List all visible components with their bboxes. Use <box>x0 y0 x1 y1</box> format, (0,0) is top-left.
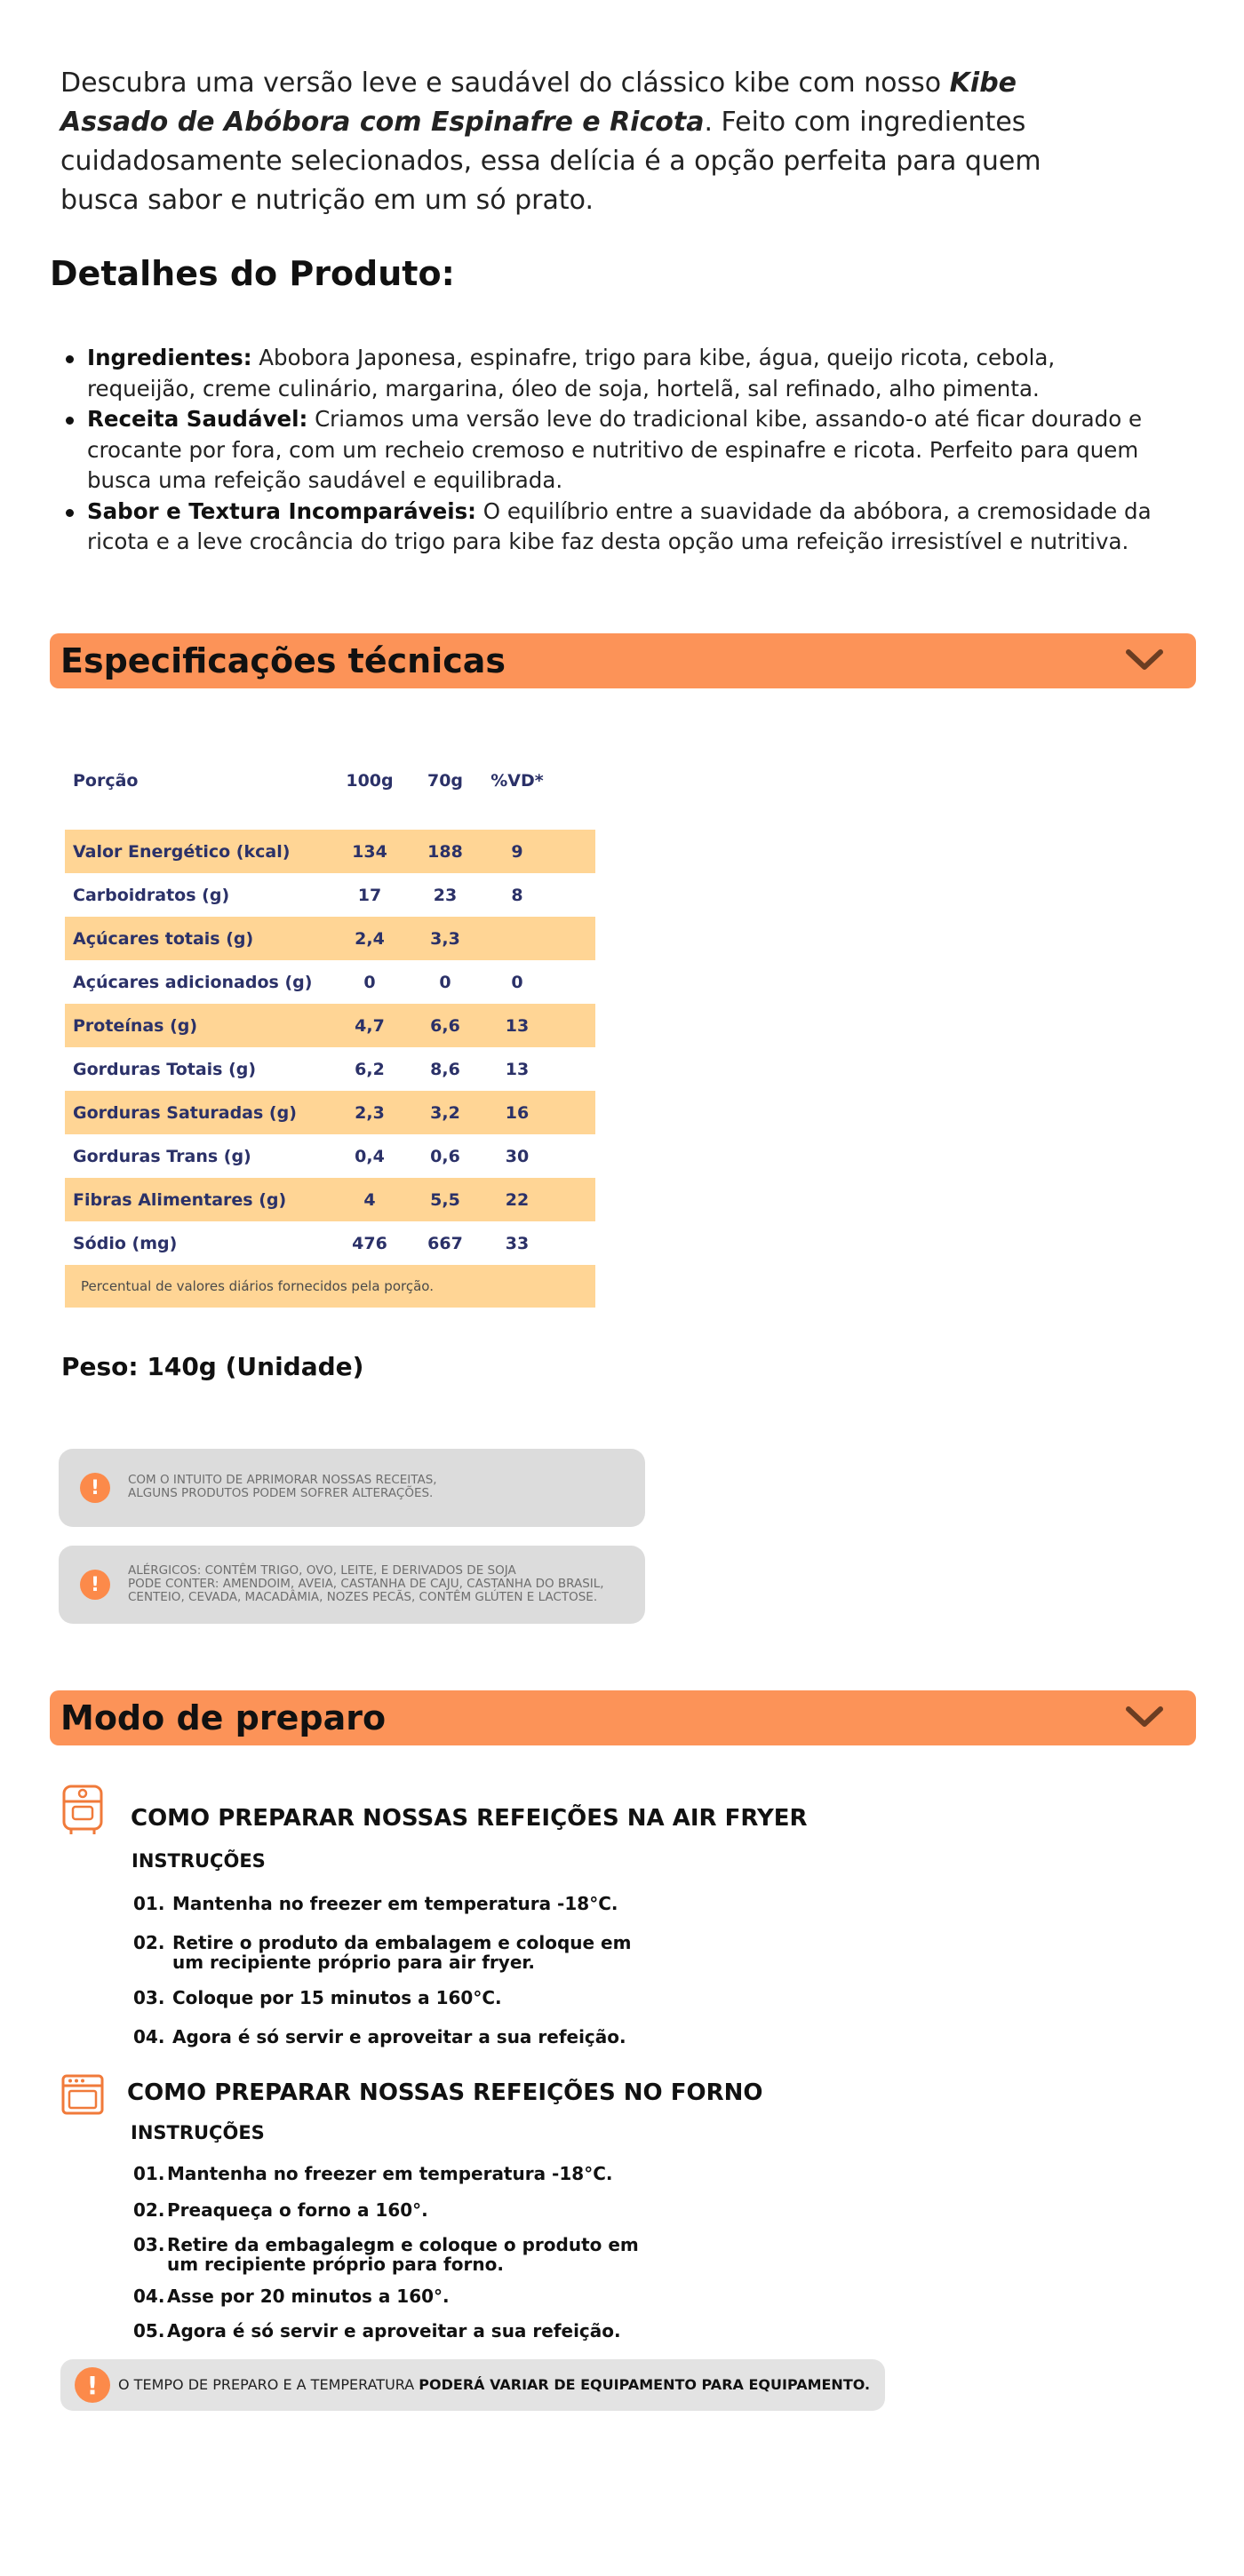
list-item: 03. Retire da embagalegm e coloque o produto em um recipiente próprio para forno. <box>133 2234 639 2275</box>
specs-title: Especificações técnicas <box>60 641 506 680</box>
airfryer-title: COMO PREPARAR NOSSAS REFEIÇÕES NA AIR FRYER <box>131 1805 808 1832</box>
list-item: 02. Retire o produto da embalagem e coloque em um recipiente próprio para air fryer. <box>133 1932 632 1973</box>
table-row: Proteínas (g) 4,7 6,6 13 <box>65 1004 595 1047</box>
details-title: Detalhes do Produto: <box>50 254 455 293</box>
specs-accordion-header[interactable] <box>50 633 1196 688</box>
table-row: Açúcares adicionados (g) 0 0 0 <box>73 972 523 992</box>
table-row: Carboidratos (g) 17 23 8 <box>73 885 523 905</box>
nutrition-table <box>65 755 595 1308</box>
prep-time-notice <box>60 2359 885 2411</box>
list-item: 04. Asse por 20 minutos a 160°. <box>133 2286 450 2307</box>
table-footnote: Percentual de valores diários fornecidos pela porção. <box>65 1265 595 1308</box>
table-header: Porção 100g 70g %VD* <box>73 771 544 791</box>
list-item: Sabor e Textura Incomparáveis: O equilíbrio entre a suavidade da abóbora, a cremosidade da ricota e a leve crocância do trigo para kibe faz desta opção uma refeição irresistível e nutritiva. <box>66 497 1168 558</box>
list-item: Receita Saudável: Criamos uma versão leve do tradicional kibe, assando-o até ficar dourado e crocante por fora, com um recheio cremoso e nutritivo de espinafre e ricota. Perfeito para quem busca uma refeição saudável e equilibrada. <box>66 404 1168 497</box>
list-item: 02. Preaqueça o forno a 160°. <box>133 2199 428 2221</box>
table-row: Gorduras Saturadas (g) 2,3 3,2 16 <box>65 1091 595 1134</box>
list-item: Ingredientes: Abobora Japonesa, espinafre, trigo para kibe, água, queijo ricota, cebola, requeijão, creme culinário, margarina, óleo de soja, hortelã, sal refinado, alho pimenta. <box>66 343 1168 404</box>
notice-allergens <box>59 1546 645 1624</box>
table-row: Fibras Alimentares (g) 4 5,5 22 <box>65 1178 595 1221</box>
air-fryer-icon <box>60 1784 105 1837</box>
table-row: Valor Energético (kcal) 134 188 9 <box>65 830 595 873</box>
table-row: Açúcares totais (g) 2,4 3,3 <box>65 917 595 960</box>
oven-instructions-label: INSTRUÇÕES <box>131 2122 265 2143</box>
list-item: 01. Mantenha no freezer em temperatura -18°C. <box>133 1893 618 1914</box>
alert-icon: ! <box>80 1473 110 1503</box>
prep-accordion-header[interactable] <box>50 1690 1196 1745</box>
notice-text: ALÉRGICOS: CONTÊM TRIGO, OVO, LEITE, E DERIVADOS DE SOJA PODE CONTER: AMENDOIM, AVEIA, CASTANHA DE CAJU, CASTANHA DO BRASIL, CENTEIO, CEVADA, MACADÂMIA, NOZES PECÃS, CONTÊM GLÚTEN E LACTOSE. <box>128 1563 604 1604</box>
product-name: Kibe Assado de Abóbora com Espinafre e Ricota <box>60 68 1017 138</box>
list-item: 05. Agora é só servir e aproveitar a sua refeição. <box>133 2320 621 2341</box>
details-list <box>66 343 1168 558</box>
airfryer-instructions-label: INSTRUÇÕES <box>132 1850 266 1872</box>
list-item: 03. Coloque por 15 minutos a 160°C. <box>133 1987 502 2008</box>
prep-title: Modo de preparo <box>60 1698 387 1737</box>
alert-icon: ! <box>75 2367 110 2403</box>
product-intro: Descubra uma versão leve e saudável do clássico kibe com nosso Kibe Assado de Abóbora com Espinafre e Ricota. Feito com ingredientes cuidadosamente selecionados, essa delícia é a opção perfeita para quem busca sabor e nutrição em um só prato. <box>60 68 1041 216</box>
product-weight: Peso: 140g (Unidade) <box>61 1352 364 1381</box>
oven-steps <box>133 2164 773 2356</box>
table-row: Gorduras Trans (g) 0,4 0,6 30 <box>73 1146 530 1166</box>
alert-icon: ! <box>80 1570 110 1600</box>
notice-text: COM O INTUITO DE APRIMORAR NOSSAS RECEITAS, ALGUNS PRODUTOS PODEM SOFRER ALTERAÇÕES. <box>128 1473 437 1500</box>
list-item: 01. Mantenha no freezer em temperatura -18°C. <box>133 2163 613 2184</box>
table-row: Sódio (mg) 476 667 33 <box>73 1233 530 1253</box>
notice-text: O TEMPO DE PREPARO E A TEMPERATURA PODERÁ VARIAR DE EQUIPAMENTO PARA EQUIPAMENTO. <box>118 2376 871 2393</box>
oven-title: COMO PREPARAR NOSSAS REFEIÇÕES NO FORNO <box>127 2079 763 2106</box>
table-row: Gorduras Totais (g) 6,2 8,6 13 <box>73 1059 530 1079</box>
list-item: 04. Agora é só servir e aproveitar a sua refeição. <box>133 2026 626 2047</box>
chevron-down-icon[interactable] <box>1125 1705 1164 1729</box>
chevron-down-icon[interactable] <box>1125 648 1164 672</box>
airfryer-steps <box>133 1894 773 2066</box>
notice-recipe-changes <box>59 1449 645 1527</box>
oven-icon <box>60 2073 105 2116</box>
